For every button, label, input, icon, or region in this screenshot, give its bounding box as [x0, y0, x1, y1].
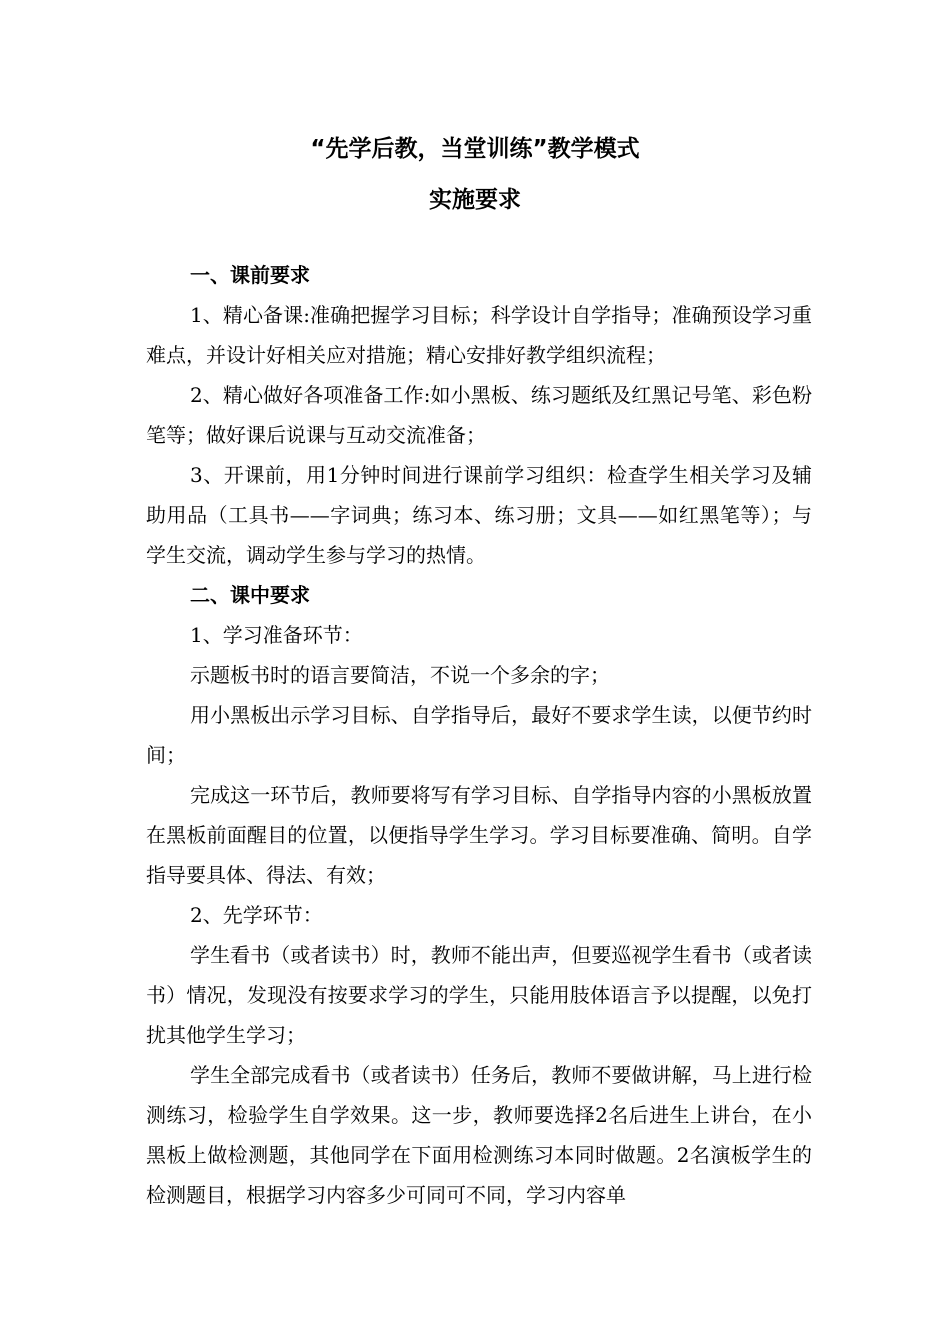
document-subtitle: 实施要求: [429, 187, 521, 213]
paragraph: 2、先学环节：: [190, 903, 323, 927]
paragraph: 学生全部完成看书（或者读书）任务后，教师不要做讲解，马上进行检测练习，检验学生自学效果。这一步，教师要选择2名后进生上讲台，在小黑板上做检测题，其他同学在下面用检测练习本同时做题。2名演板学生的检测题目，根据学习内容多少可同可不同，学习内容单: [146, 1063, 812, 1207]
paragraph: 完成这一环节后，教师要将写有学习目标、自学指导内容的小黑板放置在黑板前面醒目的位置，以便指导学生学习。学习目标要准确、简明。自学指导要具体、得法、有效；: [146, 783, 812, 887]
paragraph: 示题板书时的语言要简洁，不说一个多余的字；: [190, 663, 610, 687]
paragraph: 用小黑板出示学习目标、自学指导后，最好不要求学生读，以便节约时间；: [146, 703, 812, 767]
paragraph: 1、精心备课:准确把握学习目标；科学设计自学指导；准确预设学习重难点，并设计好相关应对措施；精心安排好教学组织流程；: [146, 303, 812, 367]
document-title: “先学后教，当堂训练”教学模式: [310, 136, 640, 162]
document-body: [146, 255, 812, 1215]
paragraph: 3、开课前，用1分钟时间进行课前学习组织：检查学生相关学习及辅助用品（工具书——字词典；练习本、练习册；文具——如红黑笔等）；与学生交流，调动学生参与学习的热情。: [146, 463, 812, 567]
section-heading: 一、课前要求: [190, 263, 310, 287]
section-heading: 二、课中要求: [190, 583, 310, 607]
paragraph: 学生看书（或者读书）时，教师不能出声，但要巡视学生看书（或者读书）情况，发现没有按要求学习的学生，只能用肢体语言予以提醒，以免打扰其他学生学习；: [146, 943, 812, 1047]
paragraph: 1、学习准备环节：: [190, 623, 363, 647]
paragraph: 2、精心做好各项准备工作:如小黑板、练习题纸及红黑记号笔、彩色粉笔等；做好课后说课与互动交流准备；: [146, 383, 812, 447]
